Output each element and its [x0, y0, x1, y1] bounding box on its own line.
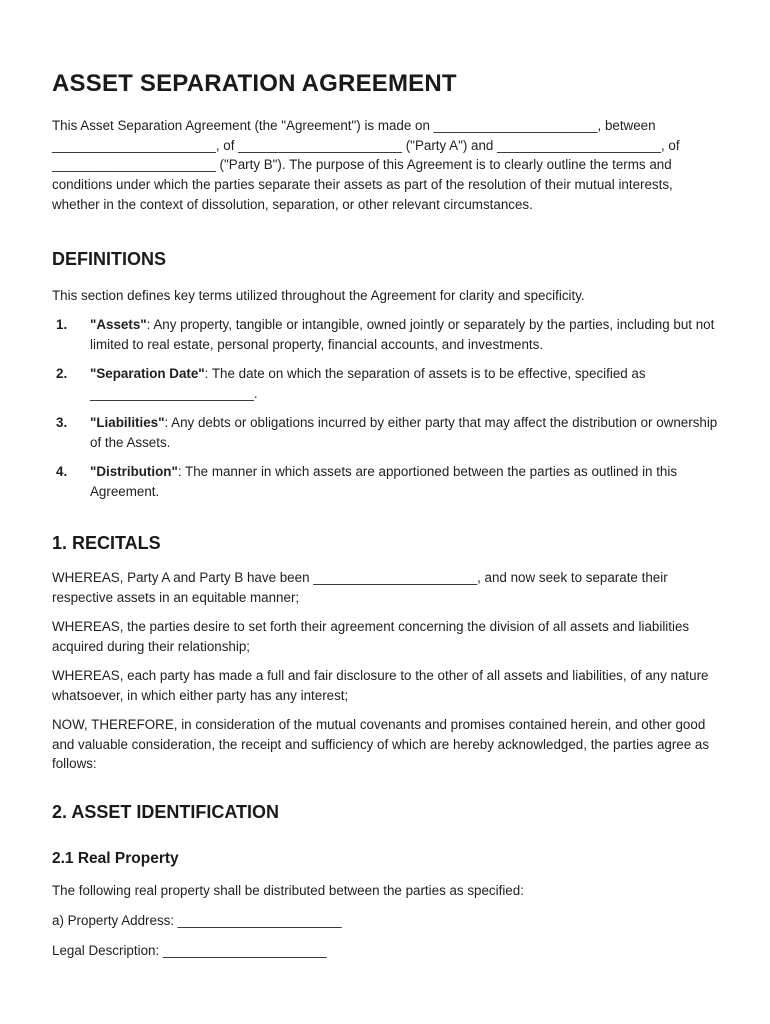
- property-address-field: a) Property Address: ______________________: [52, 912, 342, 928]
- definition-number: 1.: [56, 317, 68, 333]
- real-property-heading: 2.1 Real Property: [52, 850, 179, 868]
- definition-text: : The manner in which assets are apportioned between the parties as outlined in this Agreement.: [90, 463, 678, 499]
- definition-item: [52, 315, 722, 354]
- definitions-heading: DEFINITIONS: [52, 248, 167, 269]
- definition-item: [52, 462, 722, 501]
- document-title: ASSET SEPARATION AGREEMENT: [52, 70, 457, 97]
- real-property-intro: The following real property shall be distributed between the parties as specified:: [52, 883, 524, 899]
- definition-term: "Liabilities": [90, 415, 165, 431]
- definition-term: "Distribution": [90, 463, 178, 479]
- definition-item: [52, 413, 722, 452]
- intro-paragraph: This Asset Separation Agreement (the "Agreement") is made on ______________________, between ______________________, of ______________________ ("Party A") and ______________________, of ______________________ ("Party B"). The purpose of this Agreement is to clearly outline the terms and conditions under which the parties separate their assets as part of the resolution of their mutual interests, whether in the context of dissolution, separation, or other relevant circumstances.: [52, 118, 680, 212]
- legal-description-field: Legal Description: ______________________: [52, 942, 327, 958]
- definition-term: "Separation Date": [90, 366, 205, 382]
- recital-paragraph: WHEREAS, the parties desire to set forth their agreement concerning the division of all assets and liabilities acquired during their relationship;: [52, 619, 690, 654]
- recital-paragraph: WHEREAS, each party has made a full and fair disclosure to the other of all assets and liabilities, of any nature whatsoever, in which either party has any interest;: [52, 668, 709, 703]
- definition-text: : The date on which the separation of assets is to be effective, specified as ______________________.: [90, 366, 646, 401]
- definition-text: : Any debts or obligations incurred by either party that may affect the distribution or ownership of the Assets.: [90, 415, 718, 450]
- recital-paragraph: NOW, THEREFORE, in consideration of the mutual covenants and promises contained herein, and other good and valuable consideration, the receipt and sufficiency of which are hereby acknowledged, the parties agree as follows:: [52, 717, 710, 772]
- definitions-list: [52, 315, 722, 501]
- definition-item: [52, 364, 722, 403]
- document-content: [52, 70, 722, 970]
- definition-term: "Assets": [90, 317, 147, 333]
- definition-number: 3.: [56, 415, 68, 431]
- definition-number: 4.: [56, 463, 68, 479]
- definition-text: : Any property, tangible or intangible, owned jointly or separately by the parties, including but not limited to real estate, personal property, financial accounts, and investments.: [90, 317, 715, 352]
- recital-paragraph: WHEREAS, Party A and Party B have been ______________________, and now seek to separate their respective assets in an equitable manner;: [52, 570, 668, 606]
- asset-identification-heading: 2. ASSET IDENTIFICATION: [52, 802, 280, 823]
- recitals-heading: 1. RECITALS: [52, 533, 161, 554]
- definitions-intro: This section defines key terms utilized throughout the Agreement for clarity and specificity.: [52, 287, 585, 303]
- definition-number: 2.: [56, 366, 68, 382]
